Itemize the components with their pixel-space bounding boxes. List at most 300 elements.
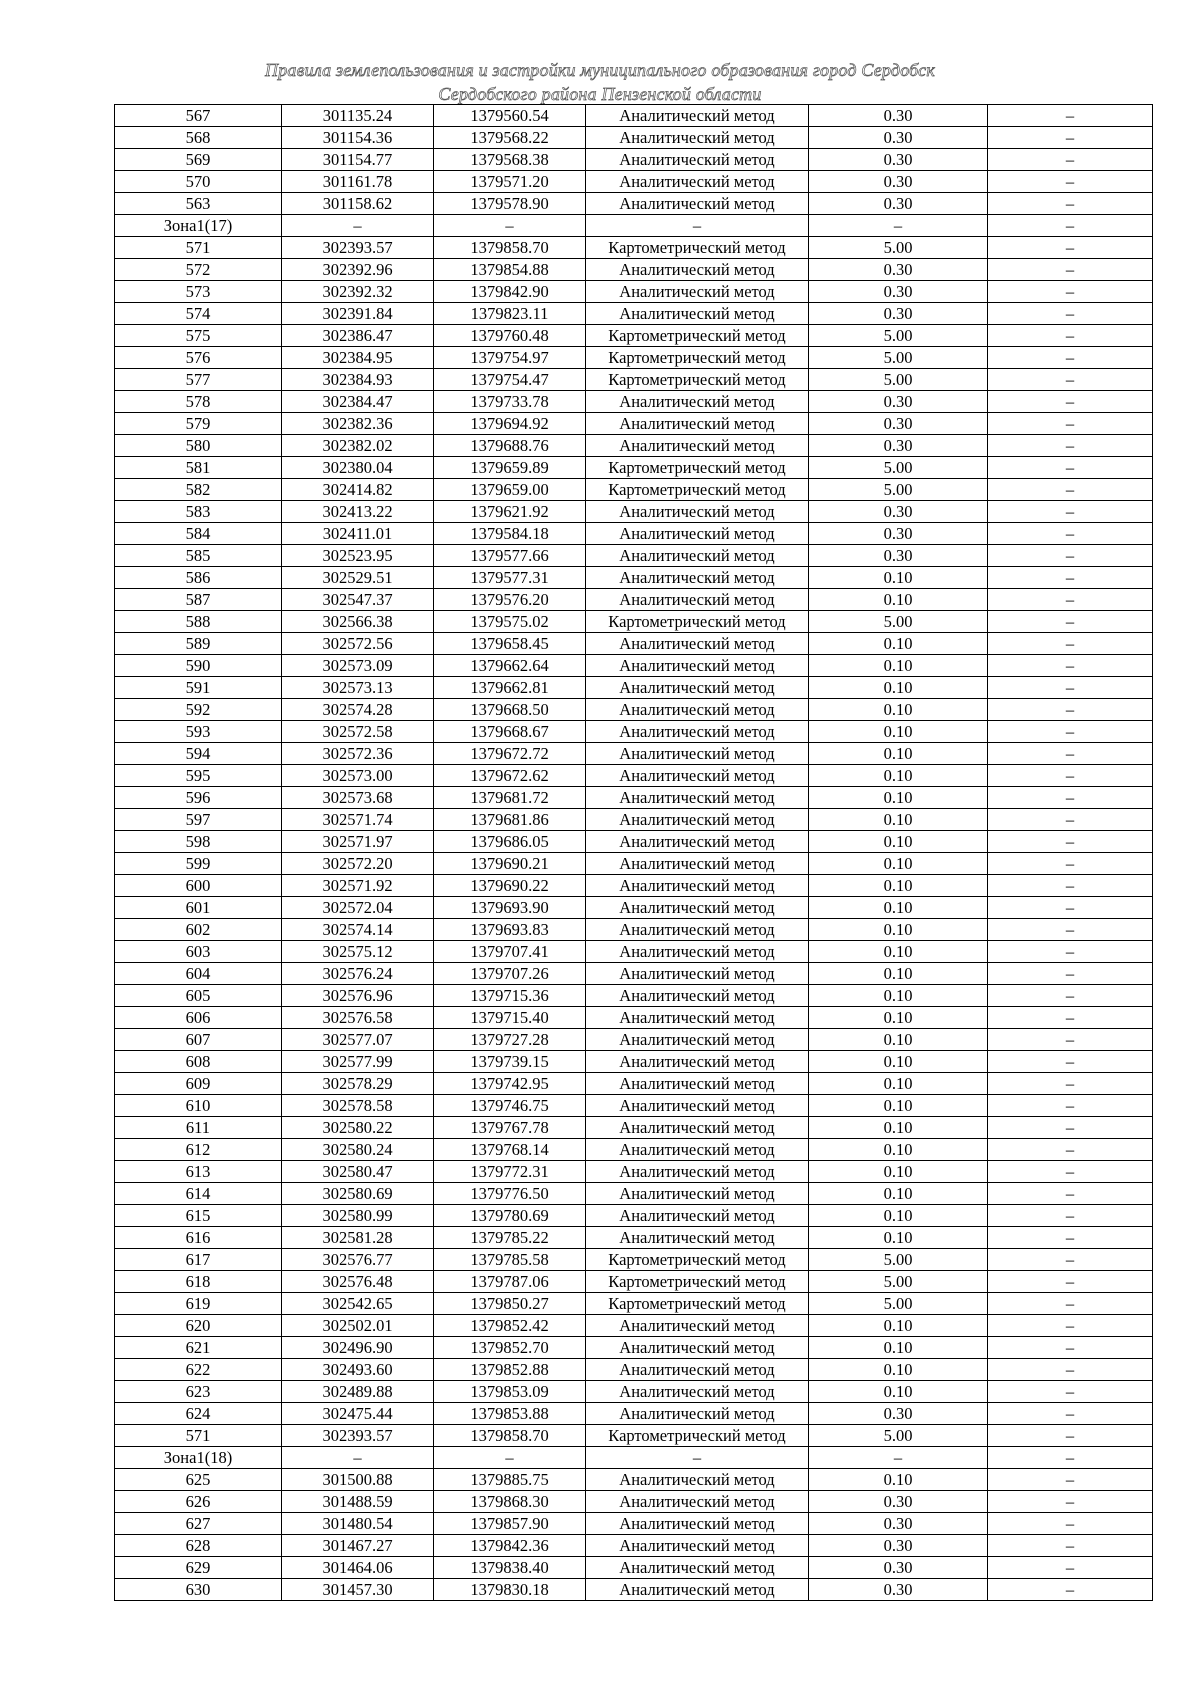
method-cell: Аналитический метод	[586, 1359, 809, 1381]
method-cell: Аналитический метод	[586, 941, 809, 963]
accuracy-cell: 0.10	[809, 1469, 988, 1491]
table-row	[115, 105, 1153, 127]
point-number-cell: 567	[115, 105, 282, 127]
y-coordinate-cell: –	[434, 215, 586, 237]
y-coordinate-cell: 1379715.36	[434, 985, 586, 1007]
table-row	[115, 611, 1153, 633]
accuracy-cell: 0.30	[809, 1579, 988, 1601]
x-coordinate-cell: 301158.62	[282, 193, 434, 215]
note-cell: –	[988, 171, 1153, 193]
note-cell: –	[988, 1491, 1153, 1513]
note-cell: –	[988, 699, 1153, 721]
y-coordinate-cell: 1379850.27	[434, 1293, 586, 1315]
y-coordinate-cell: 1379776.50	[434, 1183, 586, 1205]
accuracy-cell: 0.10	[809, 699, 988, 721]
table-row	[115, 589, 1153, 611]
note-cell: –	[988, 765, 1153, 787]
x-coordinate-cell: 302576.58	[282, 1007, 434, 1029]
accuracy-cell: –	[809, 215, 988, 237]
accuracy-cell: 0.10	[809, 1051, 988, 1073]
point-number-cell: 588	[115, 611, 282, 633]
y-coordinate-cell: 1379853.09	[434, 1381, 586, 1403]
note-cell: –	[988, 985, 1153, 1007]
x-coordinate-cell: 302382.36	[282, 413, 434, 435]
accuracy-cell: 5.00	[809, 237, 988, 259]
note-cell: –	[988, 391, 1153, 413]
y-coordinate-cell: 1379885.75	[434, 1469, 586, 1491]
accuracy-cell: 0.10	[809, 1381, 988, 1403]
x-coordinate-cell: 302573.68	[282, 787, 434, 809]
y-coordinate-cell: 1379842.36	[434, 1535, 586, 1557]
note-cell: –	[988, 193, 1153, 215]
accuracy-cell: 5.00	[809, 1293, 988, 1315]
note-cell: –	[988, 567, 1153, 589]
table-row	[115, 1073, 1153, 1095]
note-cell: –	[988, 1557, 1153, 1579]
accuracy-cell: 0.30	[809, 171, 988, 193]
table-row	[115, 831, 1153, 853]
header-line-1: Правила землепользования и застройки муниципального образования город Сердобск	[265, 60, 935, 80]
x-coordinate-cell: 302489.88	[282, 1381, 434, 1403]
point-number-cell: 585	[115, 545, 282, 567]
method-cell: Аналитический метод	[586, 1227, 809, 1249]
accuracy-cell: 0.10	[809, 875, 988, 897]
note-cell: –	[988, 1117, 1153, 1139]
accuracy-cell: 0.10	[809, 1337, 988, 1359]
y-coordinate-cell: 1379739.15	[434, 1051, 586, 1073]
note-cell: –	[988, 831, 1153, 853]
table-row	[115, 875, 1153, 897]
point-number-cell: 618	[115, 1271, 282, 1293]
method-cell: Картометрический метод	[586, 457, 809, 479]
coordinates-table	[114, 104, 1153, 1601]
x-coordinate-cell: 302475.44	[282, 1403, 434, 1425]
x-coordinate-cell: 302572.56	[282, 633, 434, 655]
method-cell: Аналитический метод	[586, 1337, 809, 1359]
method-cell: Аналитический метод	[586, 743, 809, 765]
y-coordinate-cell: 1379668.67	[434, 721, 586, 743]
y-coordinate-cell: 1379852.70	[434, 1337, 586, 1359]
method-cell: Аналитический метод	[586, 1469, 809, 1491]
x-coordinate-cell: 302391.84	[282, 303, 434, 325]
method-cell: Картометрический метод	[586, 369, 809, 391]
note-cell: –	[988, 1183, 1153, 1205]
y-coordinate-cell: 1379785.58	[434, 1249, 586, 1271]
note-cell: –	[988, 523, 1153, 545]
accuracy-cell: 0.30	[809, 259, 988, 281]
accuracy-cell: 0.30	[809, 391, 988, 413]
accuracy-cell: 0.10	[809, 1359, 988, 1381]
y-coordinate-cell: 1379576.20	[434, 589, 586, 611]
table-row	[115, 853, 1153, 875]
x-coordinate-cell: 302581.28	[282, 1227, 434, 1249]
x-coordinate-cell: 302380.04	[282, 457, 434, 479]
x-coordinate-cell: 302547.37	[282, 589, 434, 611]
table-row	[115, 413, 1153, 435]
point-number-cell: 592	[115, 699, 282, 721]
note-cell: –	[988, 149, 1153, 171]
note-cell: –	[988, 1007, 1153, 1029]
y-coordinate-cell: 1379693.83	[434, 919, 586, 941]
y-coordinate-cell: 1379693.90	[434, 897, 586, 919]
page-header	[0, 58, 1200, 106]
x-coordinate-cell: 302393.57	[282, 1425, 434, 1447]
point-number-cell: 571	[115, 237, 282, 259]
y-coordinate-cell: 1379659.00	[434, 479, 586, 501]
y-coordinate-cell: 1379767.78	[434, 1117, 586, 1139]
x-coordinate-cell: 302502.01	[282, 1315, 434, 1337]
note-cell: –	[988, 1073, 1153, 1095]
note-cell: –	[988, 1337, 1153, 1359]
y-coordinate-cell: 1379754.47	[434, 369, 586, 391]
point-number-cell: 611	[115, 1117, 282, 1139]
y-coordinate-cell: 1379733.78	[434, 391, 586, 413]
method-cell: Картометрический метод	[586, 237, 809, 259]
method-cell: Аналитический метод	[586, 1117, 809, 1139]
point-number-cell: 582	[115, 479, 282, 501]
accuracy-cell: 5.00	[809, 457, 988, 479]
x-coordinate-cell: 302578.29	[282, 1073, 434, 1095]
x-coordinate-cell: 301480.54	[282, 1513, 434, 1535]
method-cell: Аналитический метод	[586, 765, 809, 787]
method-cell: Аналитический метод	[586, 1403, 809, 1425]
table-row	[115, 743, 1153, 765]
point-number-cell: 576	[115, 347, 282, 369]
table-row	[115, 149, 1153, 171]
zone-header-row	[115, 1447, 1153, 1469]
point-number-cell: 607	[115, 1029, 282, 1051]
table-row	[115, 919, 1153, 941]
x-coordinate-cell: 301500.88	[282, 1469, 434, 1491]
x-coordinate-cell: 302576.77	[282, 1249, 434, 1271]
y-coordinate-cell: 1379658.45	[434, 633, 586, 655]
accuracy-cell: 0.10	[809, 1227, 988, 1249]
point-number-cell: 572	[115, 259, 282, 281]
table-row	[115, 237, 1153, 259]
method-cell: Картометрический метод	[586, 1425, 809, 1447]
x-coordinate-cell: 302571.92	[282, 875, 434, 897]
header-line-2: Сердобского района Пензенской области	[438, 84, 762, 104]
y-coordinate-cell: 1379571.20	[434, 171, 586, 193]
y-coordinate-cell: 1379852.42	[434, 1315, 586, 1337]
table-row	[115, 1381, 1153, 1403]
accuracy-cell: 0.10	[809, 633, 988, 655]
y-coordinate-cell: 1379577.31	[434, 567, 586, 589]
point-number-cell: 624	[115, 1403, 282, 1425]
method-cell: Аналитический метод	[586, 897, 809, 919]
y-coordinate-cell: –	[434, 1447, 586, 1469]
method-cell: –	[586, 215, 809, 237]
accuracy-cell: 5.00	[809, 347, 988, 369]
x-coordinate-cell: 302392.96	[282, 259, 434, 281]
x-coordinate-cell: 302572.04	[282, 897, 434, 919]
y-coordinate-cell: 1379838.40	[434, 1557, 586, 1579]
note-cell: –	[988, 1029, 1153, 1051]
point-number-cell: 614	[115, 1183, 282, 1205]
note-cell: –	[988, 1359, 1153, 1381]
method-cell: Аналитический метод	[586, 1381, 809, 1403]
y-coordinate-cell: 1379668.50	[434, 699, 586, 721]
point-number-cell: 574	[115, 303, 282, 325]
y-coordinate-cell: 1379577.66	[434, 545, 586, 567]
table-row	[115, 897, 1153, 919]
accuracy-cell: 0.30	[809, 1403, 988, 1425]
y-coordinate-cell: 1379707.41	[434, 941, 586, 963]
note-cell: –	[988, 1579, 1153, 1601]
y-coordinate-cell: 1379662.64	[434, 655, 586, 677]
y-coordinate-cell: 1379760.48	[434, 325, 586, 347]
y-coordinate-cell: 1379568.38	[434, 149, 586, 171]
note-cell: –	[988, 875, 1153, 897]
accuracy-cell: 0.30	[809, 1513, 988, 1535]
note-cell: –	[988, 105, 1153, 127]
method-cell: Аналитический метод	[586, 985, 809, 1007]
point-number-cell: 619	[115, 1293, 282, 1315]
y-coordinate-cell: 1379575.02	[434, 611, 586, 633]
table-row	[115, 193, 1153, 215]
note-cell: –	[988, 1051, 1153, 1073]
point-number-cell: Зона1(17)	[115, 215, 282, 237]
table-row	[115, 1205, 1153, 1227]
x-coordinate-cell: 302384.47	[282, 391, 434, 413]
point-number-cell: 580	[115, 435, 282, 457]
y-coordinate-cell: 1379681.72	[434, 787, 586, 809]
point-number-cell: 605	[115, 985, 282, 1007]
table-row	[115, 1535, 1153, 1557]
table-row	[115, 1315, 1153, 1337]
x-coordinate-cell: 302529.51	[282, 567, 434, 589]
coordinates-table-body	[115, 105, 1153, 1601]
note-cell: –	[988, 787, 1153, 809]
point-number-cell: 596	[115, 787, 282, 809]
method-cell: Картометрический метод	[586, 1293, 809, 1315]
method-cell: Картометрический метод	[586, 1271, 809, 1293]
note-cell: –	[988, 1227, 1153, 1249]
accuracy-cell: 0.30	[809, 1557, 988, 1579]
accuracy-cell: 0.10	[809, 985, 988, 1007]
method-cell: Аналитический метод	[586, 545, 809, 567]
x-coordinate-cell: 302413.22	[282, 501, 434, 523]
note-cell: –	[988, 633, 1153, 655]
note-cell: –	[988, 215, 1153, 237]
method-cell: Аналитический метод	[586, 1183, 809, 1205]
point-number-cell: 604	[115, 963, 282, 985]
table-row	[115, 325, 1153, 347]
y-coordinate-cell: 1379823.11	[434, 303, 586, 325]
x-coordinate-cell: 302382.02	[282, 435, 434, 457]
point-number-cell: 617	[115, 1249, 282, 1271]
method-cell: Аналитический метод	[586, 633, 809, 655]
method-cell: Аналитический метод	[586, 699, 809, 721]
accuracy-cell: 0.30	[809, 501, 988, 523]
note-cell: –	[988, 611, 1153, 633]
table-row	[115, 259, 1153, 281]
method-cell: Аналитический метод	[586, 105, 809, 127]
point-number-cell: 601	[115, 897, 282, 919]
accuracy-cell: 5.00	[809, 1249, 988, 1271]
point-number-cell: 608	[115, 1051, 282, 1073]
x-coordinate-cell: 301457.30	[282, 1579, 434, 1601]
accuracy-cell: 0.30	[809, 523, 988, 545]
y-coordinate-cell: 1379715.40	[434, 1007, 586, 1029]
point-number-cell: 568	[115, 127, 282, 149]
method-cell: Аналитический метод	[586, 721, 809, 743]
note-cell: –	[988, 963, 1153, 985]
y-coordinate-cell: 1379868.30	[434, 1491, 586, 1513]
table-row	[115, 171, 1153, 193]
x-coordinate-cell: 302572.36	[282, 743, 434, 765]
table-row	[115, 809, 1153, 831]
point-number-cell: 586	[115, 567, 282, 589]
point-number-cell: 623	[115, 1381, 282, 1403]
note-cell: –	[988, 1447, 1153, 1469]
method-cell: Аналитический метод	[586, 1205, 809, 1227]
x-coordinate-cell: 301467.27	[282, 1535, 434, 1557]
point-number-cell: 616	[115, 1227, 282, 1249]
table-row	[115, 655, 1153, 677]
table-row	[115, 1183, 1153, 1205]
y-coordinate-cell: 1379854.88	[434, 259, 586, 281]
note-cell: –	[988, 589, 1153, 611]
x-coordinate-cell: 302571.97	[282, 831, 434, 853]
point-number-cell: 579	[115, 413, 282, 435]
x-coordinate-cell: 301154.36	[282, 127, 434, 149]
accuracy-cell: 0.10	[809, 721, 988, 743]
y-coordinate-cell: 1379686.05	[434, 831, 586, 853]
x-coordinate-cell: 302566.38	[282, 611, 434, 633]
accuracy-cell: 0.10	[809, 1095, 988, 1117]
point-number-cell: 593	[115, 721, 282, 743]
note-cell: –	[988, 1271, 1153, 1293]
table-row	[115, 303, 1153, 325]
table-row	[115, 677, 1153, 699]
method-cell: Аналитический метод	[586, 809, 809, 831]
point-number-cell: 610	[115, 1095, 282, 1117]
method-cell: Аналитический метод	[586, 1315, 809, 1337]
note-cell: –	[988, 919, 1153, 941]
point-number-cell: 613	[115, 1161, 282, 1183]
y-coordinate-cell: 1379727.28	[434, 1029, 586, 1051]
y-coordinate-cell: 1379681.86	[434, 809, 586, 831]
x-coordinate-cell: 302572.20	[282, 853, 434, 875]
accuracy-cell: 0.10	[809, 765, 988, 787]
accuracy-cell: 5.00	[809, 479, 988, 501]
note-cell: –	[988, 1293, 1153, 1315]
note-cell: –	[988, 1381, 1153, 1403]
zone-header-row	[115, 215, 1153, 237]
y-coordinate-cell: 1379672.72	[434, 743, 586, 765]
accuracy-cell: 5.00	[809, 611, 988, 633]
accuracy-cell: 0.30	[809, 281, 988, 303]
note-cell: –	[988, 281, 1153, 303]
x-coordinate-cell: 302392.32	[282, 281, 434, 303]
note-cell: –	[988, 1535, 1153, 1557]
accuracy-cell: 0.10	[809, 1161, 988, 1183]
accuracy-cell: 0.10	[809, 655, 988, 677]
method-cell: Картометрический метод	[586, 325, 809, 347]
accuracy-cell: 0.10	[809, 677, 988, 699]
method-cell: Аналитический метод	[586, 853, 809, 875]
method-cell: Аналитический метод	[586, 1557, 809, 1579]
accuracy-cell: 0.10	[809, 1117, 988, 1139]
x-coordinate-cell: 301154.77	[282, 149, 434, 171]
x-coordinate-cell: 302384.95	[282, 347, 434, 369]
x-coordinate-cell: 302384.93	[282, 369, 434, 391]
method-cell: Аналитический метод	[586, 1139, 809, 1161]
note-cell: –	[988, 369, 1153, 391]
table-row	[115, 1227, 1153, 1249]
method-cell: Аналитический метод	[586, 1579, 809, 1601]
accuracy-cell: 0.30	[809, 413, 988, 435]
accuracy-cell: 0.10	[809, 589, 988, 611]
y-coordinate-cell: 1379780.69	[434, 1205, 586, 1227]
y-coordinate-cell: 1379707.26	[434, 963, 586, 985]
y-coordinate-cell: 1379842.90	[434, 281, 586, 303]
accuracy-cell: 0.30	[809, 127, 988, 149]
x-coordinate-cell: 301135.24	[282, 105, 434, 127]
method-cell: Аналитический метод	[586, 259, 809, 281]
point-number-cell: 581	[115, 457, 282, 479]
x-coordinate-cell: 302574.14	[282, 919, 434, 941]
point-number-cell: Зона1(18)	[115, 1447, 282, 1469]
x-coordinate-cell: 302576.24	[282, 963, 434, 985]
note-cell: –	[988, 1403, 1153, 1425]
method-cell: –	[586, 1447, 809, 1469]
y-coordinate-cell: 1379584.18	[434, 523, 586, 545]
accuracy-cell: 0.10	[809, 1205, 988, 1227]
x-coordinate-cell: 302580.69	[282, 1183, 434, 1205]
table-row	[115, 633, 1153, 655]
method-cell: Аналитический метод	[586, 501, 809, 523]
y-coordinate-cell: 1379857.90	[434, 1513, 586, 1535]
table-row	[115, 963, 1153, 985]
accuracy-cell: 0.10	[809, 853, 988, 875]
point-number-cell: 591	[115, 677, 282, 699]
point-number-cell: 587	[115, 589, 282, 611]
method-cell: Картометрический метод	[586, 611, 809, 633]
method-cell: Картометрический метод	[586, 479, 809, 501]
table-row	[115, 1425, 1153, 1447]
y-coordinate-cell: 1379742.95	[434, 1073, 586, 1095]
note-cell: –	[988, 1205, 1153, 1227]
method-cell: Аналитический метод	[586, 787, 809, 809]
point-number-cell: 602	[115, 919, 282, 941]
table-row	[115, 391, 1153, 413]
accuracy-cell: 0.30	[809, 193, 988, 215]
y-coordinate-cell: 1379858.70	[434, 1425, 586, 1447]
note-cell: –	[988, 1249, 1153, 1271]
method-cell: Аналитический метод	[586, 919, 809, 941]
table-row	[115, 699, 1153, 721]
method-cell: Аналитический метод	[586, 567, 809, 589]
x-coordinate-cell: 302574.28	[282, 699, 434, 721]
method-cell: Аналитический метод	[586, 413, 809, 435]
note-cell: –	[988, 303, 1153, 325]
note-cell: –	[988, 1513, 1153, 1535]
x-coordinate-cell: 302580.99	[282, 1205, 434, 1227]
note-cell: –	[988, 325, 1153, 347]
x-coordinate-cell: 302414.82	[282, 479, 434, 501]
point-number-cell: 563	[115, 193, 282, 215]
table-row	[115, 941, 1153, 963]
accuracy-cell: 0.10	[809, 941, 988, 963]
method-cell: Аналитический метод	[586, 1535, 809, 1557]
table-row	[115, 1469, 1153, 1491]
x-coordinate-cell: 301488.59	[282, 1491, 434, 1513]
table-row	[115, 567, 1153, 589]
note-cell: –	[988, 897, 1153, 919]
y-coordinate-cell: 1379659.89	[434, 457, 586, 479]
